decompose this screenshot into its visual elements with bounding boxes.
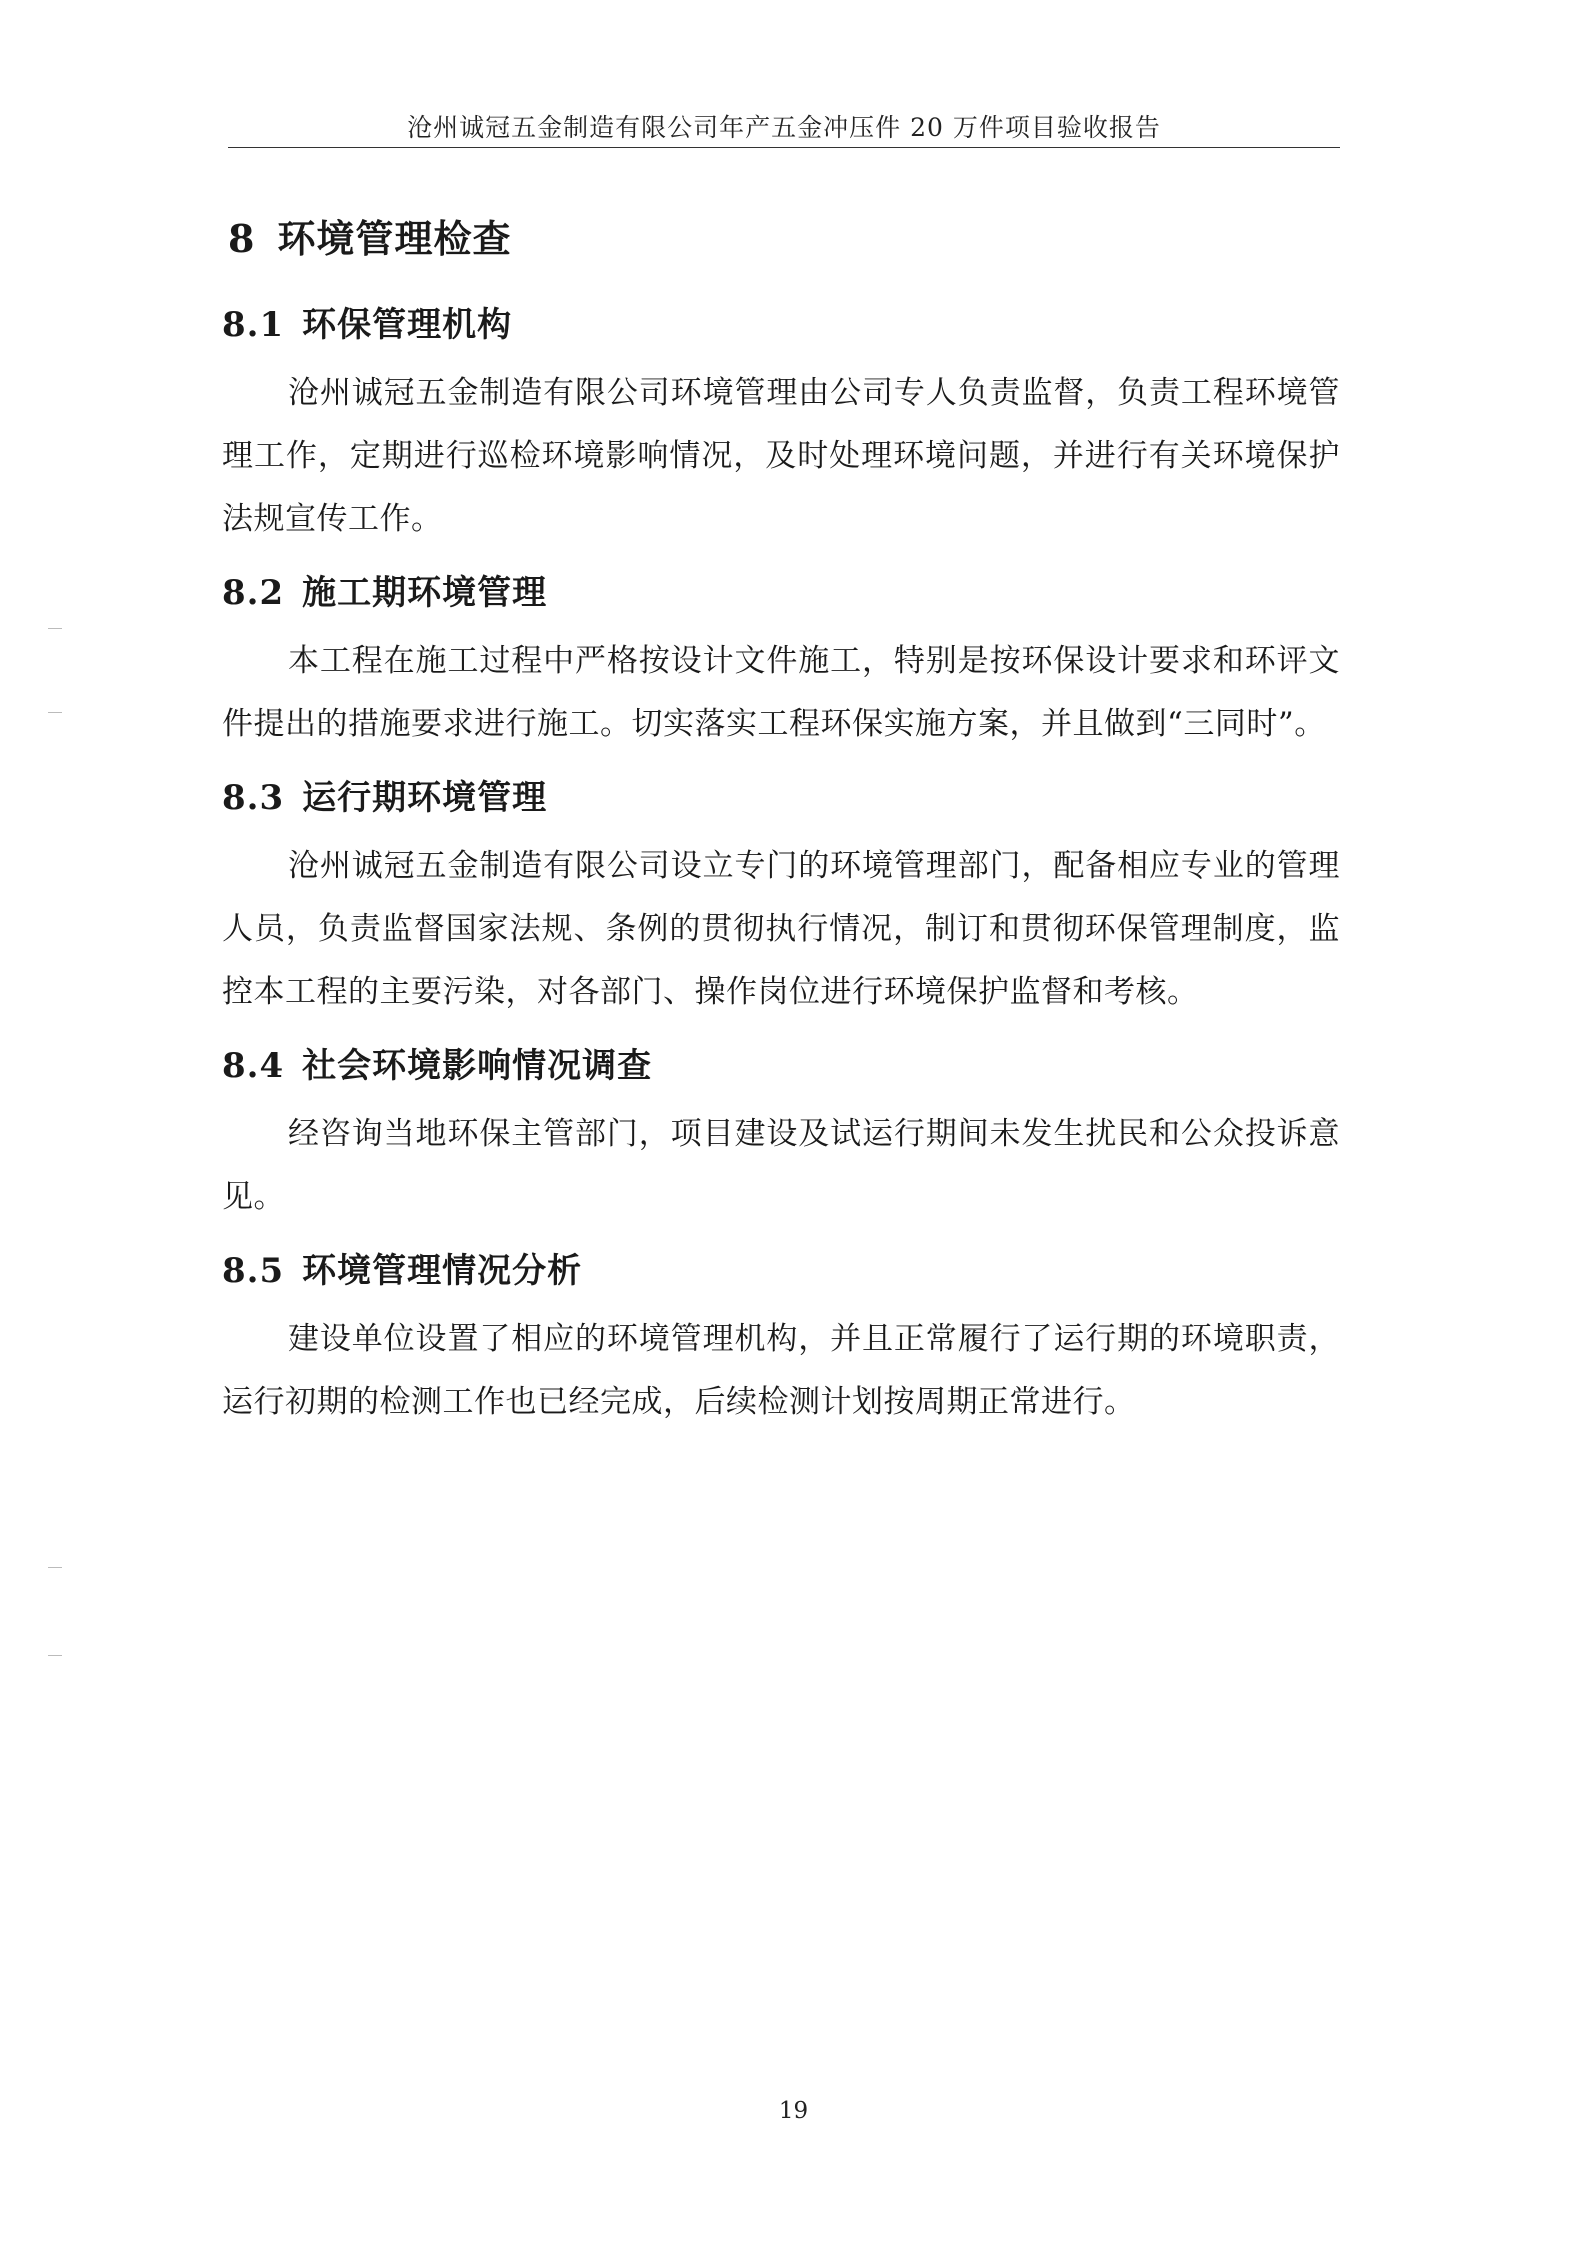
section-title-text: 运行期环境管理 bbox=[302, 778, 548, 818]
scan-artifact-mark bbox=[48, 628, 62, 629]
page-number: 19 bbox=[778, 2098, 809, 2124]
section-paragraph-8-4: 经咨询当地环保主管部门，项目建设及试运行期间未发生扰民和公众投诉意见。 bbox=[222, 1116, 1340, 1215]
scan-artifact-mark bbox=[48, 1567, 62, 1568]
section-title-text: 环境管理情况分析 bbox=[302, 1251, 583, 1291]
section-title-text: 社会环境影响情况调查 bbox=[302, 1046, 653, 1086]
section-paragraph-8-3: 沧州诚冠五金制造有限公司设立专门的环境管理部门，配备相应专业的管理人员，负责监督国家法规、条例的贯彻执行情况，制订和贯彻环保管理制度，监控本工程的主要污染，对各部门、操作岗位进行环境保护监督和考核。 bbox=[222, 848, 1340, 1010]
scan-artifact-mark bbox=[48, 1655, 62, 1656]
section-title-text: 施工期环境管理 bbox=[302, 573, 548, 613]
section-title-8-5 bbox=[222, 1243, 582, 1292]
section-title-8-1 bbox=[222, 297, 512, 346]
page-header: 沧州诚冠五金制造有限公司年产五金冲压件 20 万件项目验收报告 bbox=[407, 113, 1161, 142]
chapter-title-text: 环境管理检查 bbox=[277, 216, 512, 261]
section-number: 8.2 bbox=[222, 573, 285, 613]
section-paragraph-8-5: 建设单位设置了相应的环境管理机构，并且正常履行了运行期的环境职责，运行初期的检测工作也已经完成，后续检测计划按周期正常进行。 bbox=[222, 1321, 1340, 1420]
header-rule bbox=[228, 147, 1340, 148]
section-paragraph-8-2: 本工程在施工过程中严格按设计文件施工，特别是按环保设计要求和环评文件提出的措施要求进行施工。切实落实工程环保实施方案，并且做到“三同时”。 bbox=[222, 643, 1340, 742]
section-number: 8.5 bbox=[222, 1251, 285, 1291]
scan-artifact-mark bbox=[48, 712, 62, 713]
chapter-number: 8 bbox=[228, 216, 256, 261]
section-number: 8.3 bbox=[222, 778, 285, 818]
section-title-8-3 bbox=[222, 770, 547, 819]
section-title-text: 环保管理机构 bbox=[302, 305, 513, 345]
section-title-8-4 bbox=[222, 1038, 652, 1087]
chapter-title bbox=[228, 208, 511, 263]
section-paragraph-8-1: 沧州诚冠五金制造有限公司环境管理由公司专人负责监督，负责工程环境管理工作，定期进行巡检环境影响情况，及时处理环境问题，并进行有关环境保护法规宣传工作。 bbox=[222, 375, 1340, 537]
section-number: 8.1 bbox=[222, 305, 285, 345]
section-title-8-2 bbox=[222, 565, 547, 614]
section-number: 8.4 bbox=[222, 1046, 285, 1086]
